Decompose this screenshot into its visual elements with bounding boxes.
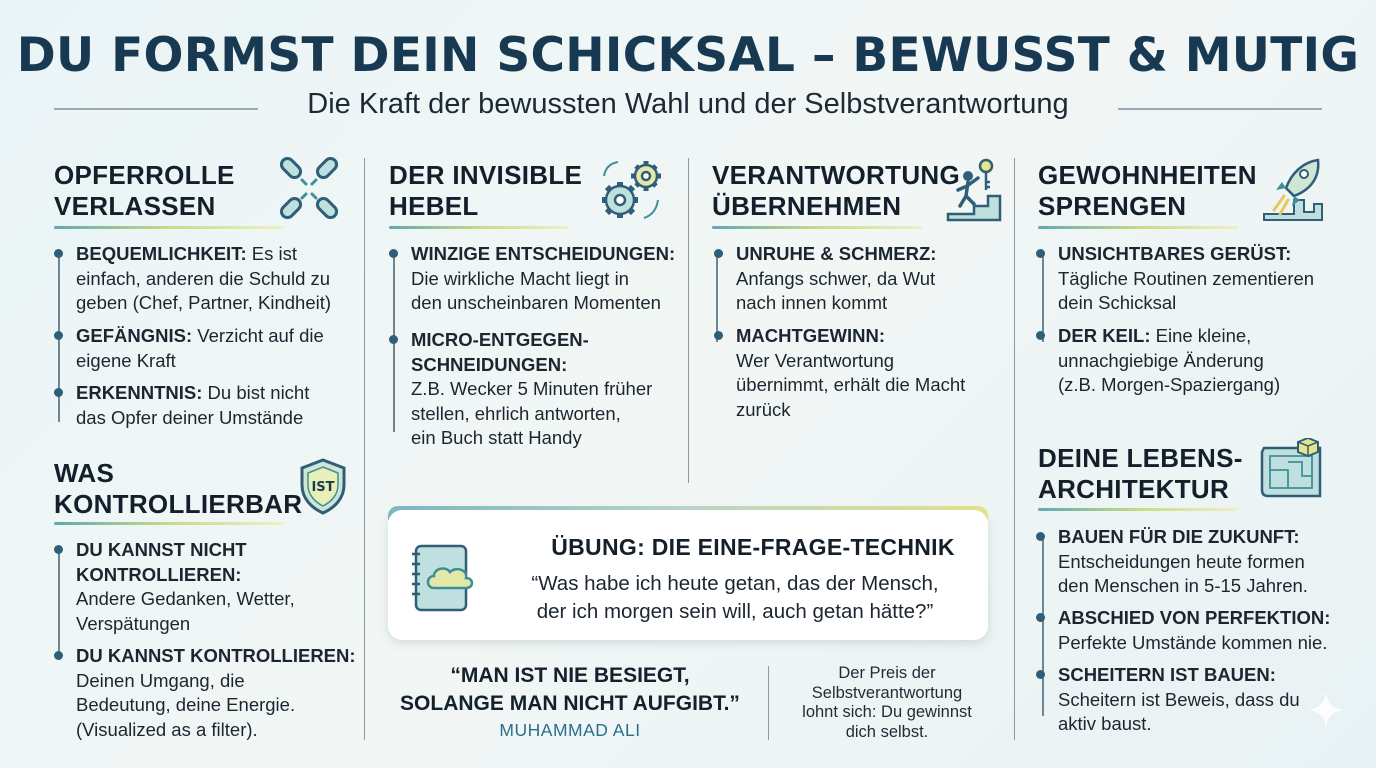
- page-subtitle: Die Kraft der bewussten Wahl und der Selbstverantwortung: [307, 88, 1069, 120]
- section-underline: [1038, 508, 1238, 511]
- column-divider-3: [1014, 158, 1015, 740]
- bullet-dot: [54, 249, 63, 258]
- bullet-dot: [1036, 532, 1045, 541]
- list-item: UNSICHTBARES GERÜST: Tägliche Routinen zementieren dein Schicksal: [1058, 242, 1358, 316]
- blueprint-icon: [1258, 438, 1326, 502]
- list-item: SCHEITERN IST BAUEN: Scheitern ist Beweis, dass du aktiv baust.: [1058, 663, 1358, 737]
- bullet-dot: [714, 249, 723, 258]
- bullet-line: [1042, 252, 1044, 342]
- section-title-architektur: DEINE LEBENS- ARCHITEKTUR: [1038, 443, 1243, 504]
- list-item: ERKENNTNIS: Du bist nicht das Opfer deiner Umstände: [76, 381, 356, 430]
- bullet-dot: [389, 249, 398, 258]
- gears-icon: [596, 156, 666, 224]
- section-title-hebel: DER INVISIBLE HEBEL: [389, 160, 583, 221]
- ali-quote: “MAN IST NIE BESIEGT, SOLANGE MAN NICHT AUFGIBT.”: [400, 664, 740, 715]
- list-item: ABSCHIED VON PERFEKTION: Perfekte Umstände kommen nie.: [1058, 606, 1358, 655]
- section-underline: [54, 522, 284, 525]
- list-item: GEFÄNGNIS: Verzicht auf die eigene Kraft: [76, 324, 356, 373]
- exercise-question: “Was habe ich heute getan, das der Mensch, der ich morgen sein will, auch getan hätte?”: [531, 572, 939, 623]
- subtitle-divider-right: [1118, 108, 1322, 110]
- bullet-dot: [1036, 613, 1045, 622]
- quote-author: MUHAMMAD ALI: [499, 720, 641, 740]
- bullet-dot: [389, 335, 398, 344]
- section-title-verantwortung: VERANTWORTUNG ÜBERNEHMEN: [712, 160, 960, 221]
- bullet-dot: [54, 388, 63, 397]
- section-title-opferrolle: OPFERROLLE VERLASSEN: [54, 160, 235, 221]
- list-item: BEQUEMLICHKEIT: Es ist einfach, anderen die Schuld zu geben (Chef, Partner, Kindheit): [76, 242, 356, 316]
- bullet-dot: [1036, 331, 1045, 340]
- shield-icon: [298, 457, 348, 515]
- bullet-dot: [54, 651, 63, 660]
- climber-key-icon: [944, 156, 1004, 224]
- rocket-icon: [1260, 156, 1326, 224]
- bullet-dot: [1036, 249, 1045, 258]
- bullet-dot: [54, 545, 63, 554]
- list-item: WINZIGE ENTSCHEIDUNGEN: Die wirkliche Macht liegt in den unscheinbaren Momenten: [411, 242, 683, 316]
- list-item: MACHTGEWINN: Wer Verantwortung übernimmt, erhält die Macht zurück: [736, 324, 1006, 422]
- list-item: BAUEN FÜR DIE ZUKUNFT: Entscheidungen heute formen den Menschen in 5-15 Jahren.: [1058, 525, 1358, 599]
- list-item: DU KANNST KONTROLLIEREN: Deinen Umgang, die Bedeutung, deine Energie. (Visualized as a filter).: [76, 644, 361, 742]
- list-item: DU KANNST NICHT KONTROLLIEREN: Andere Gedanken, Wetter, Verspätungen: [76, 538, 361, 636]
- list-item: DER KEIL: Eine kleine, unnachgiebige Änderung (z.B. Morgen-Spaziergang): [1058, 324, 1358, 398]
- bullet-dot: [1036, 670, 1045, 679]
- broken-chain-icon: [276, 156, 342, 222]
- column-divider-2: [688, 158, 689, 483]
- svg-text:IST: IST: [311, 480, 335, 495]
- bullet-line: [716, 252, 718, 342]
- section-underline: [712, 226, 922, 229]
- section-title-kontrollierbar: WAS KONTROLLIERBAR: [54, 458, 303, 519]
- section-underline: [389, 226, 569, 229]
- closing-note: Der Preis der Selbstverantwortung lohnt sich: Du gewinnst dich selbst.: [802, 664, 972, 741]
- exercise-title: ÜBUNG: DIE EINE-FRAGE-TECHNIK: [551, 534, 955, 560]
- sparkle-icon: [1306, 690, 1346, 730]
- quote-divider: [768, 666, 769, 740]
- column-divider-1: [364, 158, 365, 740]
- page-title: DU FORMST DEIN SCHICKSAL – BEWUSST & MUTIG: [16, 28, 1360, 83]
- bullet-line: [58, 548, 60, 660]
- bullet-dot: [714, 331, 723, 340]
- list-item: MICRO-ENTGEGEN- SCHNEIDUNGEN: Z.B. Wecker 5 Minuten früher stellen, ehrlich antworten, ein Buch statt Handy: [411, 328, 683, 451]
- bullet-line: [1042, 536, 1044, 716]
- section-underline: [54, 226, 284, 229]
- list-item: UNRUHE & SCHMERZ: Anfangs schwer, da Wut nach innen kommt: [736, 242, 1006, 316]
- bullet-dot: [54, 331, 63, 340]
- section-title-gewohnheiten: GEWOHNHEITEN SPRENGEN: [1038, 160, 1257, 221]
- section-underline: [1038, 226, 1238, 229]
